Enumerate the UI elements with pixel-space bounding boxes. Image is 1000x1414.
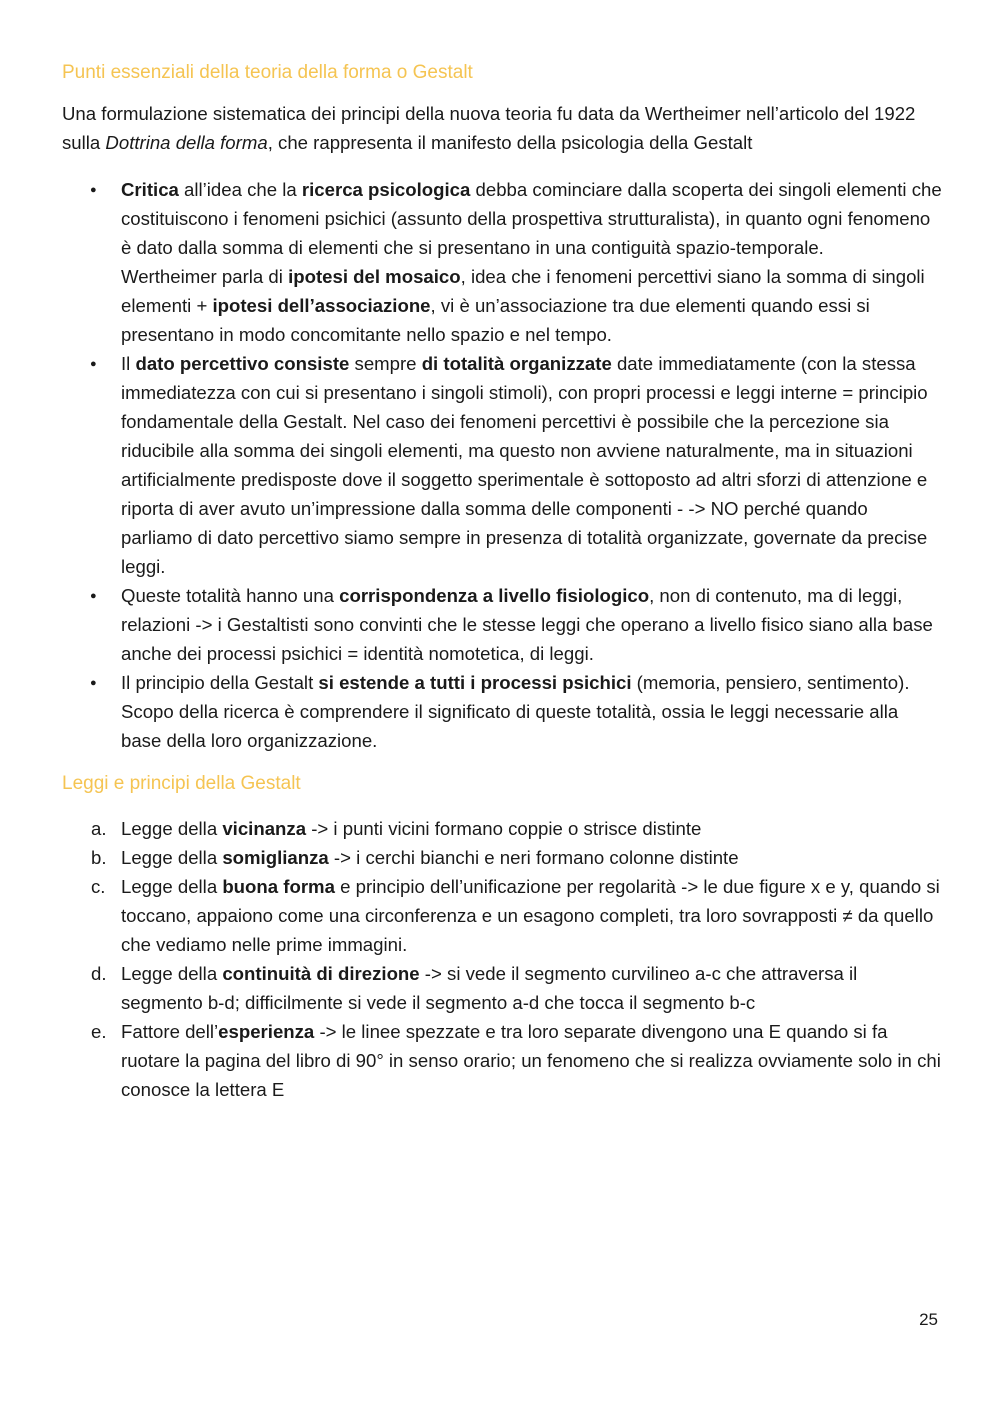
text-run: Fattore dell’	[121, 1021, 219, 1042]
bullet-item	[62, 581, 942, 668]
text-run: Legge della	[121, 847, 223, 868]
text-run: -> le linee spezzate e tra loro separate divengono una E quando si fa ruotare la pagina del libro di 90° in senso orario; un fenomeno che si realizza ovviamente solo in chi conosce la lettera E	[121, 1021, 941, 1100]
text-run: , idea che i fenomeni percettivi siano la somma di singoli elementi +	[121, 266, 925, 316]
text-run: (memoria, pensiero, sentimento). Scopo della ricerca è comprendere il significato di queste totalità, ossia le leggi necessarie alla base della loro organizzazione.	[121, 672, 910, 751]
lettered-list	[62, 814, 942, 1104]
list-marker: c.	[91, 876, 106, 897]
text-run: Legge della	[121, 876, 223, 897]
bullet-icon: ●	[90, 677, 97, 689]
text-run: debba cominciare dalla scoperta dei singoli elementi che costituiscono i fenomeni psichici (assunto della prospettiva strutturalista), in quanto ogni fenomeno è dato dalla somma di elementi che si presentano in una contiguità spazio-temporale.	[121, 179, 942, 258]
bold-term: esperienza	[218, 1021, 315, 1042]
text-run: -> i cerchi bianchi e neri formano colonne distinte	[328, 847, 739, 868]
text-run: , non di contenuto, ma di leggi, relazioni -> i Gestaltisti sono convinti che le stesse leggi che operano a livello fisico siano alla base anche dei processi psichici = identità nomotetica, di leggi.	[121, 585, 933, 664]
text-run: sempre	[349, 353, 422, 374]
text-run: Queste totalità hanno una	[121, 585, 340, 606]
intro-paragraph	[62, 99, 942, 157]
text-run: Il principio della Gestalt	[121, 672, 319, 693]
list-marker: a.	[91, 818, 107, 839]
text-run: Legge della	[121, 818, 223, 839]
bold-term: dato percettivo consiste	[135, 353, 350, 374]
bullet-icon: ●	[90, 358, 97, 370]
list-marker: d.	[91, 963, 107, 984]
bullet-item	[62, 349, 942, 581]
text-run: Legge della	[121, 963, 223, 984]
list-marker: b.	[91, 847, 107, 868]
lettered-item	[62, 843, 942, 872]
text-run: date immediatamente (con la stessa immediatezza con cui si presentano i singoli stimoli), con propri processi e leggi interne = principio fondamentale della Gestalt. Nel caso dei fenomeni percettivi è possibile che la percezione sia riducibile alla somma dei singoli elementi, ma questo non avviene naturalmente, ma in situazioni artificialmente predisposte dove il soggetto sperimentale è sottoposto ad altri sforzi di attenzione e riporta di aver avuto un’impressione dalla somma delle componenti - -> NO perché quando parliamo di dato percettivo siamo sempre in presenza di totalità organizzate, governate da precise leggi.	[121, 353, 928, 577]
italic-title: Dottrina della forma	[105, 132, 268, 153]
list-marker: e.	[91, 1021, 107, 1042]
bold-term: si estende a tutti i processi psichici	[318, 672, 632, 693]
bold-term: di totalità organizzate	[421, 353, 612, 374]
lettered-item	[62, 1017, 942, 1104]
page-number: 25	[919, 1310, 938, 1329]
text-run: -> i punti vicini formano coppie o strisce distinte	[306, 818, 702, 839]
text-run: , vi è un’associazione tra due elementi quando essi si presentano in modo concomitante nello spazio e nel tempo.	[121, 295, 870, 345]
text-run: , che rappresenta il manifesto della psicologia della Gestalt	[267, 132, 753, 153]
bold-term: continuità di direzione	[222, 963, 420, 984]
bold-term: ipotesi dell’associazione	[212, 295, 431, 316]
text-run: -> si vede il segmento curvilineo a-c che attraversa il segmento b-d; difficilmente si vede il segmento a-d che tocca il segmento b-c	[121, 963, 858, 1013]
bold-term: vicinanza	[222, 818, 307, 839]
bold-term: Critica	[121, 179, 179, 200]
bullet-icon: ●	[90, 590, 97, 602]
bullet-list	[62, 175, 942, 755]
bullet-item	[62, 668, 942, 755]
bold-term: somiglianza	[222, 847, 329, 868]
bold-term: ipotesi del mosaico	[288, 266, 461, 287]
lettered-item	[62, 814, 942, 843]
bold-term: ricerca psicologica	[301, 179, 471, 200]
bold-term: buona forma	[222, 876, 335, 897]
bullet-item	[62, 175, 942, 349]
document-page	[62, 58, 942, 1104]
section-heading-gestalt-essentials: Punti essenziali della teoria della forma o Gestalt	[62, 62, 473, 83]
bold-term: corrispondenza a livello fisiologico	[339, 585, 650, 606]
bullet-icon: ●	[90, 184, 97, 196]
text-run: Wertheimer parla di	[121, 266, 289, 287]
text-run: Il	[121, 353, 136, 374]
text-run: Una formulazione sistematica dei principi della nuova teoria fu data da Wertheimer nell’articolo del 1922 sulla	[62, 103, 916, 153]
text-run: all’idea che la	[178, 179, 302, 200]
text-run: e principio dell’unificazione per regolarità -> le due figure x e y, quando si toccano, appaiono come una circonferenza e un esagono completi, tra loro sovrapposti ≠ da quello che vediamo nelle prime immagini.	[121, 876, 940, 955]
lettered-item	[62, 959, 942, 1017]
lettered-item	[62, 872, 942, 959]
section-heading-gestalt-laws: Leggi e principi della Gestalt	[62, 773, 301, 794]
